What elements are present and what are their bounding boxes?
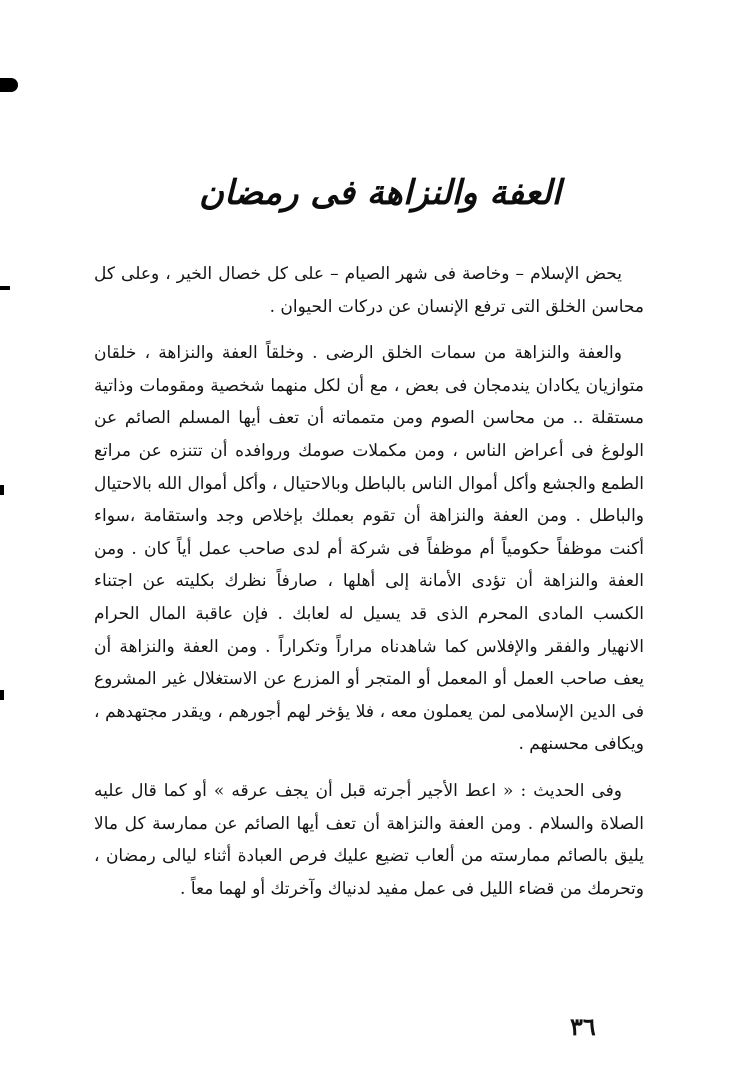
- scan-artifact: [0, 286, 10, 290]
- scan-artifact: [0, 690, 4, 700]
- paragraph: والعفة والنزاهة من سمات الخلق الرضى . وخلقاً العفة والنزاهة ، خلقان متوازيان يكادان يندمجان فى بعض ، مع أن لكل منهما شخصية ومقومات وذاتية مستقلة .. من محاسن الصوم ومن متمماته أن تعف أيها المسلم الصائم عن الولوغ فى أعراض الناس ، ومن مكملات صومك وروافده أن تتنزه عن مراتع الطمع والجشع وأكل أموال الناس بالباطل وبالاحتيال ، وأكل أموال الله بالاحتيال والباطل . ومن العفة والنزاهة أن تقوم بعملك بإخلاص وجد واستقامة ،سواء أكنت موظفاً حكومياً أم موظفاً فى شركة أم لدى صاحب عمل أياً كان . ومن العفة والنزاهة أن تؤدى الأمانة إلى أهلها ، صارفاً نظرك بكليته عن اجتناء الكسب المادى المحرم الذى قد يسيل له لعابك . فإن عاقبة المال الحرام الانهيار والفقر والإفلاس كما شاهدناه مراراً وتكراراً . ومن العفة والنزاهة أن يعف صاحب العمل أو المعمل أو المتجر أو المزرع عن الاستغلال غير المشروع فى الدين الإسلامى لمن يعملون معه ، فلا يؤخر لهم أجورهم ، ويقدر مجتهدهم ، ويكافى محسنهم .: [94, 343, 644, 755]
- paragraph: وفى الحديث : « اعط الأجير أجرته قبل أن يجف عرقه » أو كما قال عليه الصلاة والسلام . ومن العفة والنزاهة أن تعف أيها الصائم عن ممارسة كل مالا يليق بالصائم ممارسته من ألعاب تضيع عليك فرص العبادة أثناء ليالى رمضان ، وتحرمك من قضاء الليل فى عمل مفيد لدنياك وآخرتك أو لهما معاً .: [94, 780, 644, 899]
- scan-artifact: [0, 78, 18, 92]
- body-text: [94, 258, 644, 905]
- scan-artifact: [0, 485, 4, 495]
- chapter-title: العفة والنزاهة فى رمضان: [198, 172, 562, 213]
- paragraph: يحض الإسلام – وخاصة فى شهر الصيام – على كل خصال الخير ، وعلى كل محاسن الخلق التى ترفع الإنسان عن دركات الحيوان .: [94, 264, 644, 317]
- page-number: ٣٦: [570, 1012, 596, 1041]
